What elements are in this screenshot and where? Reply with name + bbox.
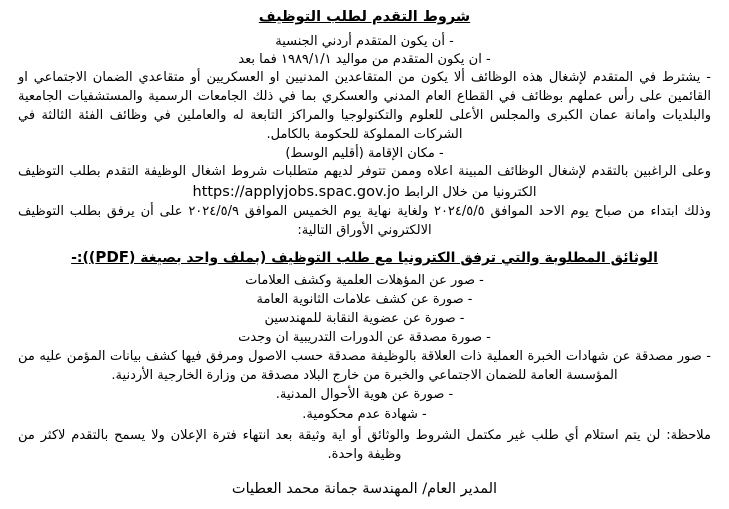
condition-item: - ان يكون المتقدم من مواليد ١٩٨٩/١/١ فما بعد: [238, 52, 491, 68]
apply-instructions-text: وعلى الراغبين بالتقدم لإشغال الوظائف المبينة اعلاه وممن تتوفر لديهم متطلبات شروط اشغال الوظيفة التقدم بطلب التوظيف الكترونيا من خلال الرابط: [18, 164, 711, 201]
document-item: - صورة عن كشف علامات الثانوية العامة: [256, 291, 473, 307]
apply-dates-paragraph: وذلك ابتداء من صباح يوم الاحد الموافق ٢٠٢٤/٥/٥ ولغاية نهاية يوم الخميس الموافق ٢٠٢٤/٥/٩ على أن يرفق بطلب التوظيف الالكتروني الأوراق التالية:: [18, 204, 711, 238]
condition-item: - يشترط في المتقدم لإشغال هذه الوظائف ألا يكون من المتقاعدين المدنيين او العسكريين أو متقاعدي الضمان الاجتماعي او القائمين على رأس عملهم بوظائف في القطاع العام المدني والعسكري بما في ذلك الجامعات الرسمية والمستشفيات الجامعية والبلديات وامانة عمان الكبرى والمجلس الأعلى للعلوم والتكنولوجيا والمراكز التابعة له والعاملين في وظائف الفئة الثالثة في الشركات المملوكة للحكومة بالكامل.: [18, 70, 711, 142]
required-documents-heading-prefix: الوثائق المطلوبة والتي ترفق الكترونيا مع طلب التوظيف (بملف واحد بصيغة (: [129, 249, 658, 266]
page-title: شروط التقدم لطلب التوظيف: [258, 9, 471, 25]
document-item: - صور عن المؤهلات العلمية وكشف العلامات: [245, 272, 484, 288]
document-item: - صورة مصدقة عن الدورات التدريبية ان وجدت: [238, 330, 491, 346]
document-item: - صورة عن عضوية النقابة للمهندسين: [264, 311, 465, 327]
document-item: - صور مصدقة عن شهادات الخبرة العملية ذات العلاقة بالوظيفة مصدقة حسب الاصول ومرفق فيها كشف بيانات المؤمن عليه من المؤسسة العامة للضمان الاجتماعي والخبرة من خارج البلاد مصدقة من وزارة الخارجية الأردنية.: [18, 348, 711, 383]
apply-instructions-paragraph: [14, 163, 715, 203]
document-item: - شهادة عدم محكومية.: [302, 406, 427, 422]
pdf-format-label: PDF: [95, 247, 130, 266]
condition-item: - أن يكون المتقدم أردني الجنسية: [275, 33, 454, 49]
required-documents-heading: [14, 247, 715, 268]
document-item: - صورة عن هوية الأحوال المدنية.: [275, 387, 454, 403]
apply-url[interactable]: https://applyjobs.spac.gov.jo: [192, 184, 400, 201]
signature-line: المدير العام/ المهندسة جمانة محمد العطيات: [231, 480, 498, 497]
note-paragraph: ملاحظة: لن يتم استلام أي طلب غير مكتمل الشروط والوثائق أو اية وثيقة بعد انتهاء فترة الإعلان ولا يسمح بالتقدم لاكثر من وظيفة واحدة.: [18, 427, 711, 462]
required-documents-heading-suffix: )):-: [71, 249, 96, 266]
condition-item: - مكان الإقامة (أقليم الوسط): [285, 145, 444, 161]
